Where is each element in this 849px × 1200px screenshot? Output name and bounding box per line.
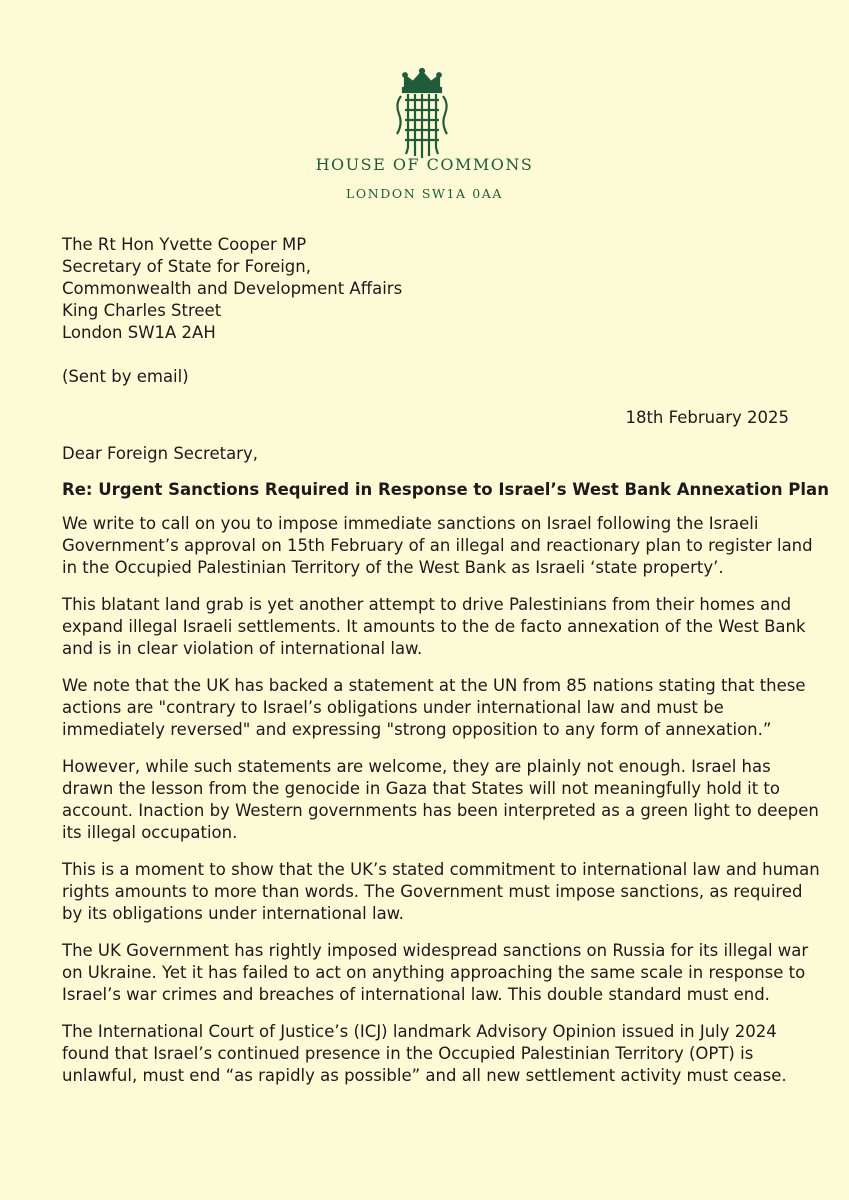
paragraph-line: in the Occupied Palestinian Territory of the West Bank as Israeli ‘state property’. [62,558,724,577]
paragraph-line: on Ukraine. Yet it has failed to act on anything approaching the same scale in response to [62,963,806,982]
paragraph-line: Israel’s war crimes and breaches of international law. This double standard must end. [62,985,770,1004]
paragraph-line: actions are "contrary to Israel’s obligations under international law and must be [62,698,724,717]
paragraph-line: The UK Government has rightly imposed widespread sanctions on Russia for its illegal war [62,941,809,960]
paragraph [62,756,819,844]
paragraph-line: rights amounts to more than words. The Government must impose sanctions, as required [62,882,803,901]
paragraph-line: drawn the lesson from the genocide in Gaza that States will not meaningfully hold it to [62,779,780,798]
delivery-note: (Sent by email) [62,367,189,386]
paragraph-line: Government’s approval on 15th February of an illegal and reactionary plan to register land [62,536,813,555]
paragraph [62,513,813,579]
paragraph-line: We note that the UK has backed a statement at the UN from 85 nations stating that these [62,676,806,695]
paragraph [62,594,806,660]
salutation: Dear Foreign Secretary, [62,444,258,463]
recipient-line: Secretary of State for Foreign, [62,257,311,276]
paragraph [62,675,806,741]
paragraph-line: However, while such statements are welcome, they are plainly not enough. Israel has [62,757,771,776]
paragraph-line: by its obligations under international law. [62,904,404,923]
paragraph-line: unlawful, must end “as rapidly as possible” and all new settlement activity must cease. [62,1066,787,1085]
paragraph-line: and is in clear violation of international law. [62,639,423,658]
paragraph-line: its illegal occupation. [62,823,238,842]
paragraph-line: This blatant land grab is yet another attempt to drive Palestinians from their homes and [62,595,792,614]
letter-body [62,234,829,1087]
organisation-address: LONDON SW1A 0AA [345,186,504,201]
paragraph [62,1021,802,1087]
portcullis-icon [391,68,453,160]
paragraph-line: immediately reversed" and expressing "strong opposition to any form of annexation.” [62,720,772,739]
recipient-line: Commonwealth and Development Affairs [62,279,403,298]
organisation-name: HOUSE OF COMMONS [315,155,534,174]
paragraph-line: The International Court of Justice’s (ICJ) landmark Advisory Opinion issued in July 2024 [62,1022,777,1041]
subject-line: Re: Urgent Sanctions Required in Response to Israel’s West Bank Annexation Plan [62,480,829,499]
paragraph-line: We write to call on you to impose immediate sanctions on Israel following the Israeli [62,514,759,533]
recipient-line: King Charles Street [62,301,222,320]
paragraph [62,859,820,925]
letter-date: 18th February 2025 [625,408,789,427]
paragraph-line: expand illegal Israeli settlements. It amounts to the de facto annexation of the West Bank [62,617,806,636]
recipient-address [62,234,802,344]
recipient-line: London SW1A 2AH [62,323,216,342]
paragraph [62,940,809,1006]
recipient-line: The Rt Hon Yvette Cooper MP [62,235,307,254]
paragraph-line: This is a moment to show that the UK’s stated commitment to international law and human [62,860,820,879]
paragraph-line: found that Israel’s continued presence in the Occupied Palestinian Territory (OPT) is [62,1044,754,1063]
paragraph-line: account. Inaction by Western governments has been interpreted as a green light to deepen [62,801,819,820]
